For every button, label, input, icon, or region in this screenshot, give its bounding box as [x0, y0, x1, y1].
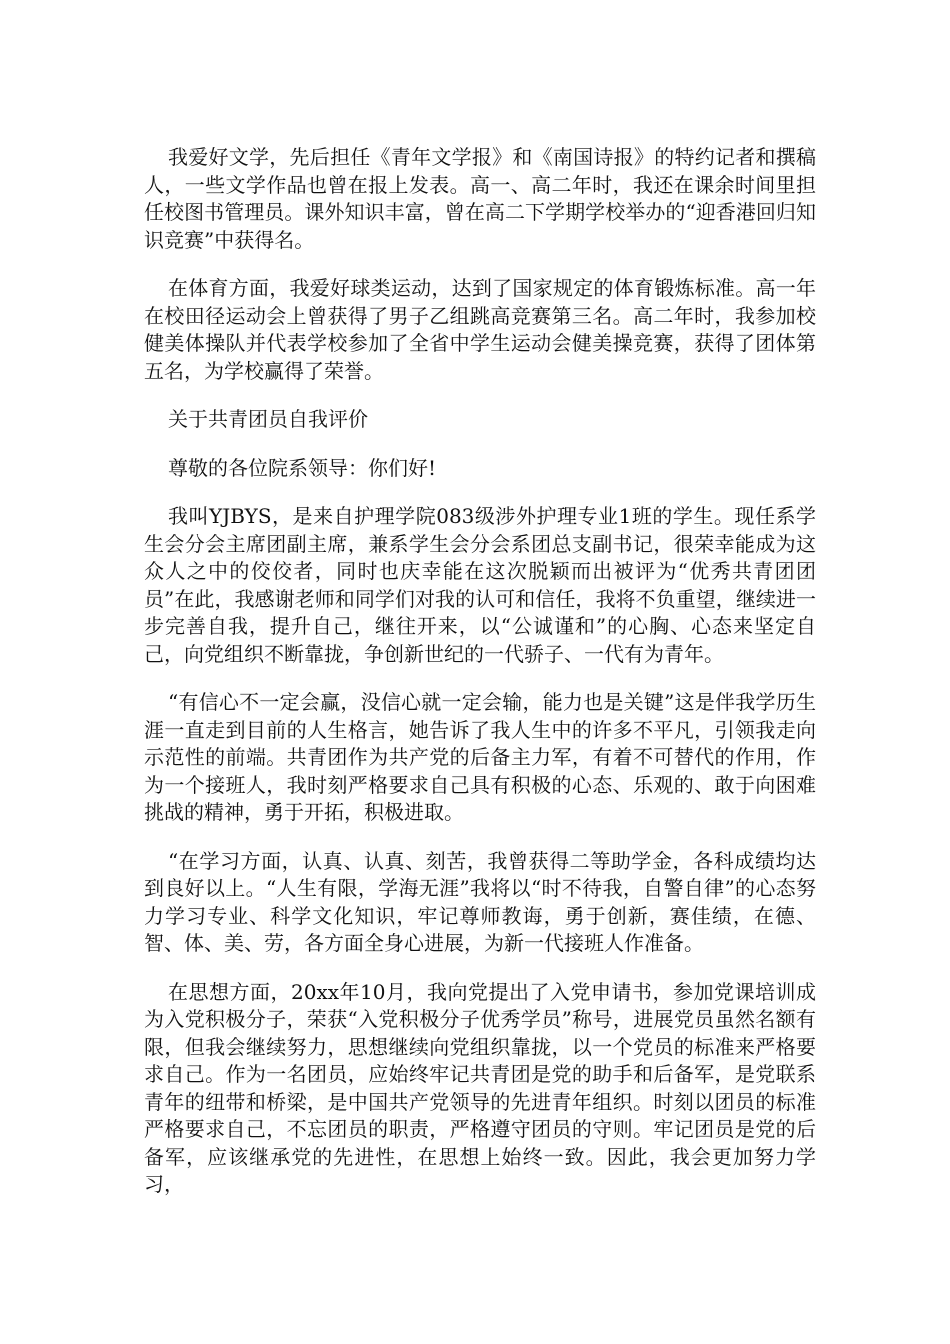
paragraph-ideology: 在思想方面，20xx年10月，我向党提出了入党申请书，参加党课培训成为入党积极分子，荣获“入党积极分子优秀学员”称号，进展党员虽然名额有限，但我会继续努力，思想继续向党组织靠拢，以一个党员的标准来严格要求自己。作为一名团员，应始终牢记共青团是党的助手和后备军，是党联系青年的纽带和桥梁，是中国共产党领导的先进青年组织。时刻以团员的标准严格要求自己，不忘团员的职责，严格遵守团员的守则。牢记团员是党的后备军，应该继承党的先进性，在思想上始终一致。因此，我会更加努力学习， — [144, 979, 816, 1196]
section-heading: 关于共青团员自我评价 — [168, 407, 368, 431]
document-body — [144, 144, 816, 1199]
paragraph-introduction: 我叫YJBYS，是来自护理学院083级涉外护理专业1班的学生。现任系学生会分会主席团副主席，兼系学生会分会系团总支副书记，很荣幸能成为这众人之中的佼佼者，同时也庆幸能在这次脱颖而出被评为“优秀共青团团员”在此，我感谢老师和同学们对我的认可和信任，我将不负重望，继续进一步完善自我，提升自己，继往开来，以“公诚谨和”的心胸、心态来坚定自己，向党组织不断靠拢，争创新世纪的一代骄子、一代有为青年。 — [144, 504, 816, 666]
paragraph-study: “在学习方面，认真、认真、刻苦，我曾获得二等助学金，各科成绩均达到良好以上。“人生有限，学海无涯”我将以“时不待我，自警自律”的心态努力学习专业、科学文化知识，牢记尊师教诲，勇于创新，赛佳绩，在德、智、体、美、劳，各方面全身心进展，为新一代接班人作准备。 — [144, 848, 816, 955]
paragraph-literature: 我爱好文学，先后担任《青年文学报》和《南国诗报》的特约记者和撰稿人，一些文学作品也曾在报上发表。高一、高二年时，我还在课余时间里担任校图书管理员。课外知识丰富，曾在高二下学期学校举办的“迎香港回归知识竞赛”中获得名。 — [144, 145, 816, 252]
paragraph-motto: “有信心不一定会赢，没信心就一定会输，能力也是关键”这是伴我学历生涯一直走到目前的人生格言，她告诉了我人生中的许多不平凡，引领我走向示范性的前端。共青团作为共产党的后备主力军，有着不可替代的作用，作为一个接班人，我时刻严格要求自己具有积极的心态、乐观的、敢于向困难挑战的精神，勇于开拓，积极进取。 — [144, 690, 816, 824]
salutation: 尊敬的各位院系领导：你们好! — [168, 455, 437, 480]
paragraph-sports: 在体育方面，我爱好球类运动，达到了国家规定的体育锻炼标准。高一年在校田径运动会上曾获得了男子乙组跳高竞赛第三名。高二年时，我参加校健美体操队并代表学校参加了全省中学生运动会健美操竞赛，获得了团体第五名，为学校赢得了荣誉。 — [144, 276, 816, 383]
